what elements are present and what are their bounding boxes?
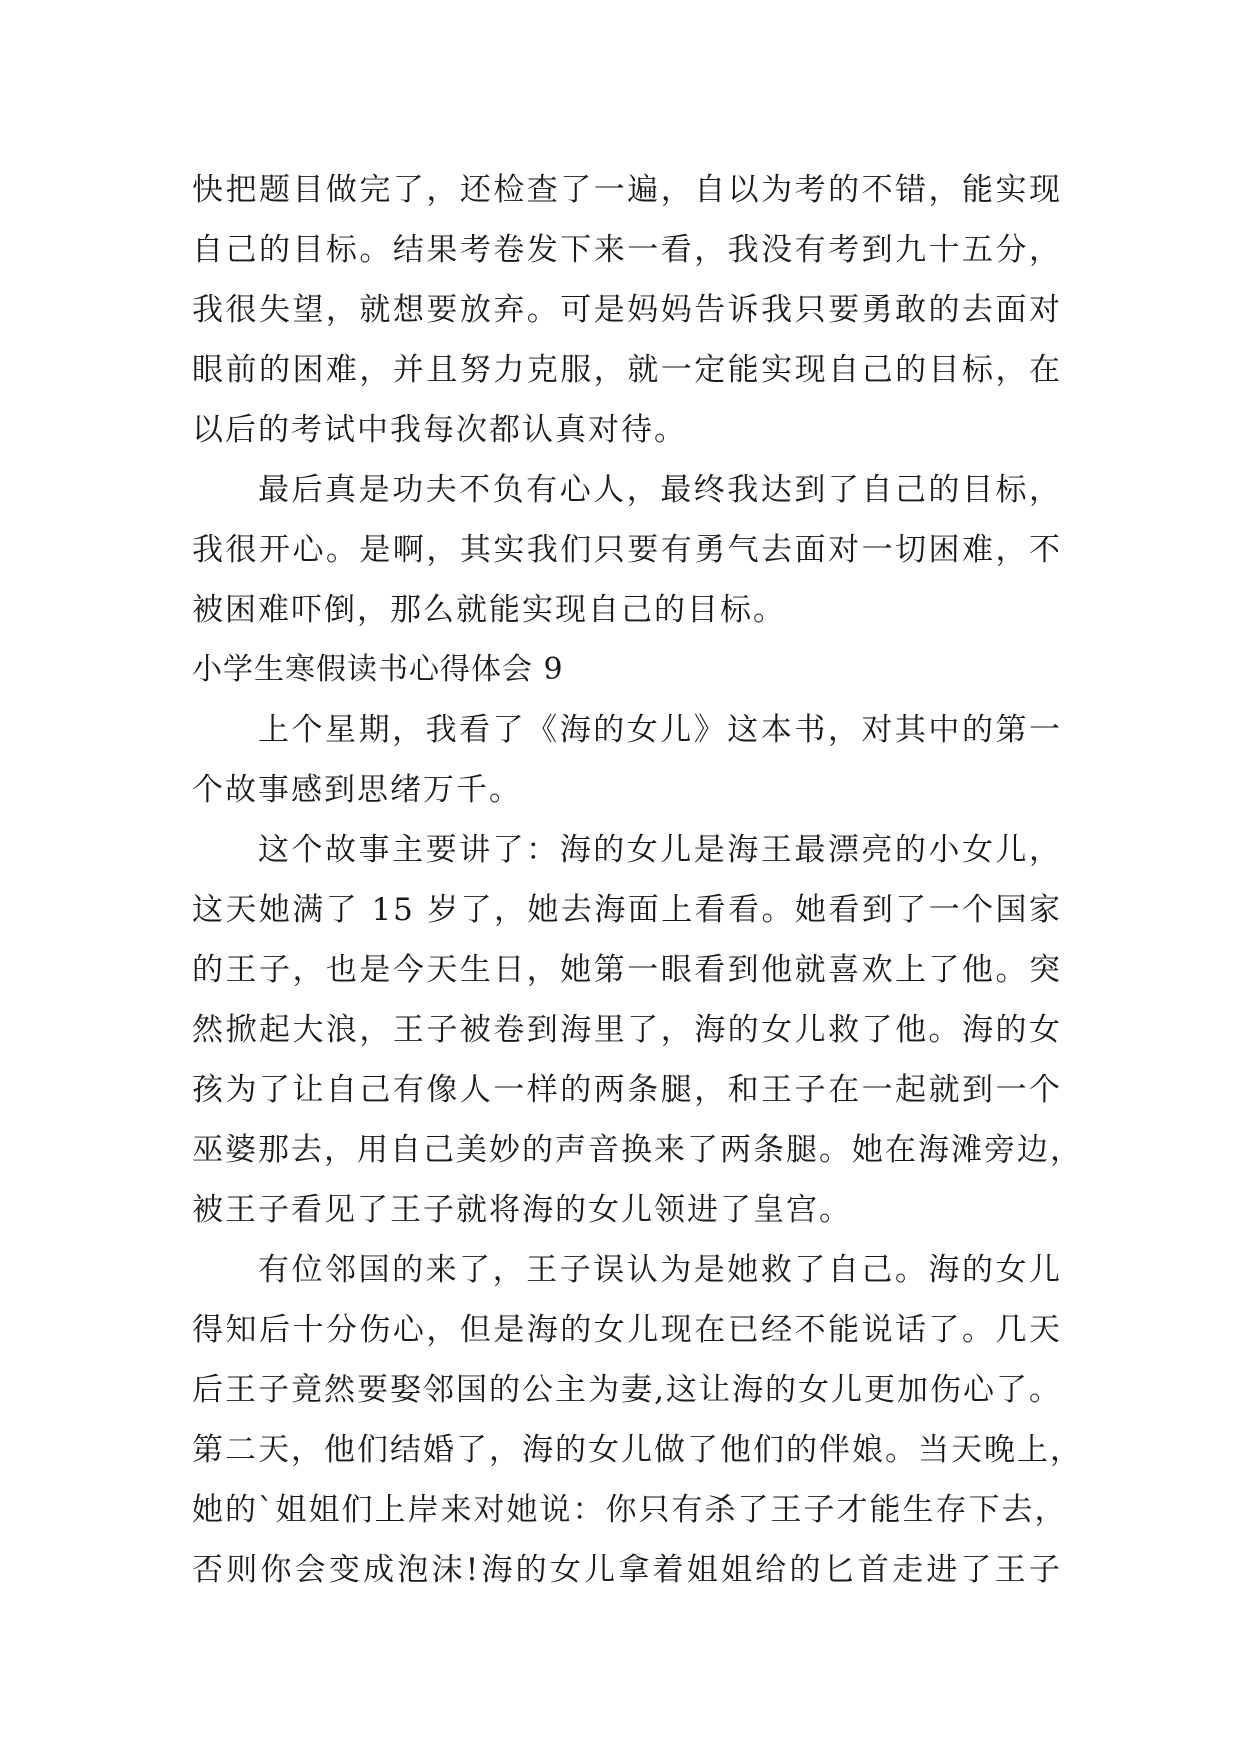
paragraph-continued (192, 160, 1062, 460)
text-line: 得知后十分伤心，但是海的女儿现在已经不能说话了。几天 (192, 1312, 1062, 1348)
text-line: 后王子竟然要娶邻国的公主为妻,这让海的女儿更加伤心了。 (192, 1372, 1062, 1408)
text-line: 以后的考试中我每次都认真对待。 (192, 412, 687, 448)
paragraph-story (192, 820, 1083, 1240)
text-line: 最后真是功夫不负有心人，最终我达到了自己的目标， (258, 472, 1062, 508)
text-line: 然掀起大浪，王子被卷到海里了，海的女儿救了他。海的女 (192, 1012, 1062, 1048)
section-heading: 小学生寒假读书心得体会 9 (192, 652, 564, 687)
paragraph-conclusion (192, 460, 1062, 640)
text-line: 被王子看见了王子就将海的女儿领进了皇宫。 (192, 1192, 852, 1228)
text-line: 个故事感到思绪万千。 (192, 772, 522, 808)
text-line: 她的`姐姐们上岸来对她说：你只有杀了王子才能生存下去， (192, 1492, 1068, 1528)
paragraph-ending (192, 1240, 1083, 1600)
text-line: 孩为了让自己有像人一样的两条腿，和王子在一起就到一个 (192, 1072, 1062, 1108)
text-line: 快把题目做完了，还检查了一遍，自以为考的不错，能实现 (192, 172, 1062, 208)
text-line: 自己的目标。结果考卷发下来一看，我没有考到九十五分， (192, 232, 1062, 268)
text-line: 有位邻国的来了，王子误认为是她救了自己。海的女儿 (258, 1252, 1062, 1288)
text-line: 眼前的困难，并且努力克服，就一定能实现自己的目标，在 (192, 352, 1062, 388)
text-line: 巫婆那去，用自己美妙的声音换来了两条腿。她在海滩旁边， (192, 1132, 1083, 1168)
text-line: 这个故事主要讲了：海的女儿是海王最漂亮的小女儿， (258, 832, 1062, 868)
text-line: 第二天，他们结婚了，海的女儿做了他们的伴娘。当天晚上， (192, 1432, 1083, 1468)
text-block (192, 160, 1083, 1600)
text-line: 否则你会变成泡沫!海的女儿拿着姐姐给的匕首走进了王子 (192, 1552, 1062, 1588)
text-line: 被困难吓倒，那么就能实现自己的目标。 (192, 592, 786, 628)
text-line: 这天她满了 15 岁了，她去海面上看看。她看到了一个国家 (192, 892, 1062, 928)
text-line: 的王子，也是今天生日，她第一眼看到他就喜欢上了他。突 (192, 952, 1062, 988)
text-line: 上个星期，我看了《海的女儿》这本书，对其中的第一 (258, 712, 1062, 748)
text-line: 我很开心。是啊，其实我们只要有勇气去面对一切困难，不 (192, 532, 1062, 568)
text-line: 我很失望，就想要放弃。可是妈妈告诉我只要勇敢的去面对 (192, 292, 1062, 328)
paragraph-intro (192, 700, 1062, 820)
